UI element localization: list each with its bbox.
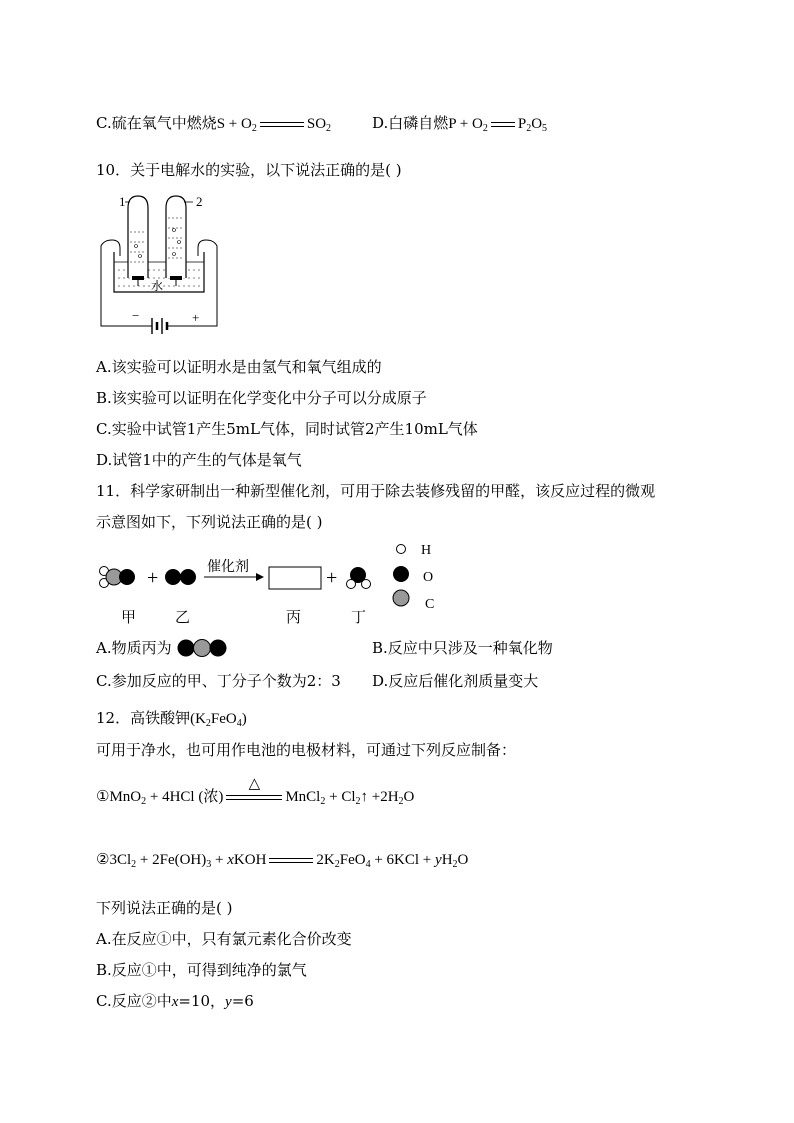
plus-sign: + xyxy=(326,567,338,589)
legend-c: C xyxy=(425,597,435,612)
q10-stem: 10．关于电解水的实验，以下说法正确的是( ) xyxy=(96,161,402,179)
q12-option-c: C.反应②中x=10，y=6 xyxy=(96,992,254,1010)
molecule-yi xyxy=(165,569,196,585)
plus-sign: + xyxy=(147,567,159,589)
q12-reaction-2: $②3Cl_2 + 2Fe(OH)_3$ + xKOH $2K_2FeO_4 + 6KCl + yH_2O$ xyxy=(96,850,469,870)
test-tube-2 xyxy=(166,196,186,278)
label-ding: 丁 xyxy=(351,610,367,626)
q11-stem-line2: 示意图如下，下列说法正确的是( ) xyxy=(96,513,323,531)
molecule-bing-box xyxy=(269,567,321,589)
q11-stem-line1: 11．科学家研制出一种新型催化剂，可用于除去装修残留的甲醛，该反应过程的微观 xyxy=(96,482,656,500)
equals-sign xyxy=(260,121,304,129)
electrode-negative xyxy=(132,276,144,280)
q12-option-b: B.反应①中，可得到纯净的氯气 xyxy=(96,961,307,979)
electrolysis-apparatus-figure xyxy=(96,190,316,350)
molecular-reaction-figure xyxy=(96,538,456,628)
electrode-positive xyxy=(170,276,182,280)
q11-option-c: C.参加反应的甲、丁分子个数为2：3 xyxy=(96,672,341,690)
label-bing: 丙 xyxy=(286,610,302,626)
q10-option-c: C.实验中试管1产生5mL气体，同时试管2产生10mL气体 xyxy=(96,420,478,438)
q10-option-d: D.试管1中的产生的气体是氧气 xyxy=(96,451,302,469)
negative-terminal-label: − xyxy=(132,308,140,323)
catalyst-label: 催化剂 xyxy=(207,560,249,575)
equals-sign-with-heat xyxy=(226,775,282,802)
q9-option-c: C.硫在氧气中燃烧$S + O_2$ $SO_2$ xyxy=(96,114,332,134)
k2feo4-formula: $(K_2FeO_4)$ xyxy=(190,711,247,729)
molecule-ding xyxy=(347,567,371,589)
q9-option-d-equation: $P + O_2$ $P_2O_5$ xyxy=(448,116,548,134)
molecule-jia xyxy=(100,567,136,588)
q12-option-a: A.在反应①中，只有氯元素化合价改变 xyxy=(96,930,352,948)
q10-option-b: B.该实验可以证明在化学变化中分子可以分成原子 xyxy=(96,389,427,407)
q9-option-d: D.白磷自燃$P + O_2$ $P_2O_5$ xyxy=(372,114,548,134)
tube-1-label: 1 xyxy=(119,194,126,209)
label-jia: 甲 xyxy=(121,610,137,626)
tube-2-label: 2 xyxy=(196,194,203,209)
positive-terminal-label: + xyxy=(192,310,200,325)
equals-sign xyxy=(491,121,515,129)
water-label: 水 xyxy=(151,279,164,293)
q12-reaction-1: ①MnO$_2$ + 4HCl (浓) △ MnCl$_2$ + $Cl_2↑ +2H_2O$ xyxy=(96,775,415,807)
q12-stem-line1: 12．高铁酸钾$(K_2FeO_4)$ xyxy=(96,709,247,729)
test-tube-1 xyxy=(128,196,148,278)
label-yi: 乙 xyxy=(175,610,191,626)
q11-option-a: A.物质丙为 xyxy=(96,639,172,657)
q12-ask: 下列说法正确的是( ) xyxy=(96,899,233,917)
legend-o: O xyxy=(423,570,434,585)
q12-stem-line2: 可用于净水，也可用作电池的电极材料，可通过下列反应制备： xyxy=(96,741,517,759)
q10-option-a: A.该实验可以证明水是由氢气和氧气组成的 xyxy=(96,358,382,376)
legend-h: H xyxy=(421,543,432,558)
q9-option-c-equation: $S + O_2$ $SO_2$ xyxy=(216,116,332,134)
equals-sign xyxy=(269,857,313,865)
q11-option-d: D.反应后催化剂质量变大 xyxy=(372,672,539,690)
molecule-co2-icon xyxy=(176,637,236,659)
q11-option-b: B.反应中只涉及一种氧化物 xyxy=(372,639,553,657)
heat-icon: △ xyxy=(248,775,261,792)
